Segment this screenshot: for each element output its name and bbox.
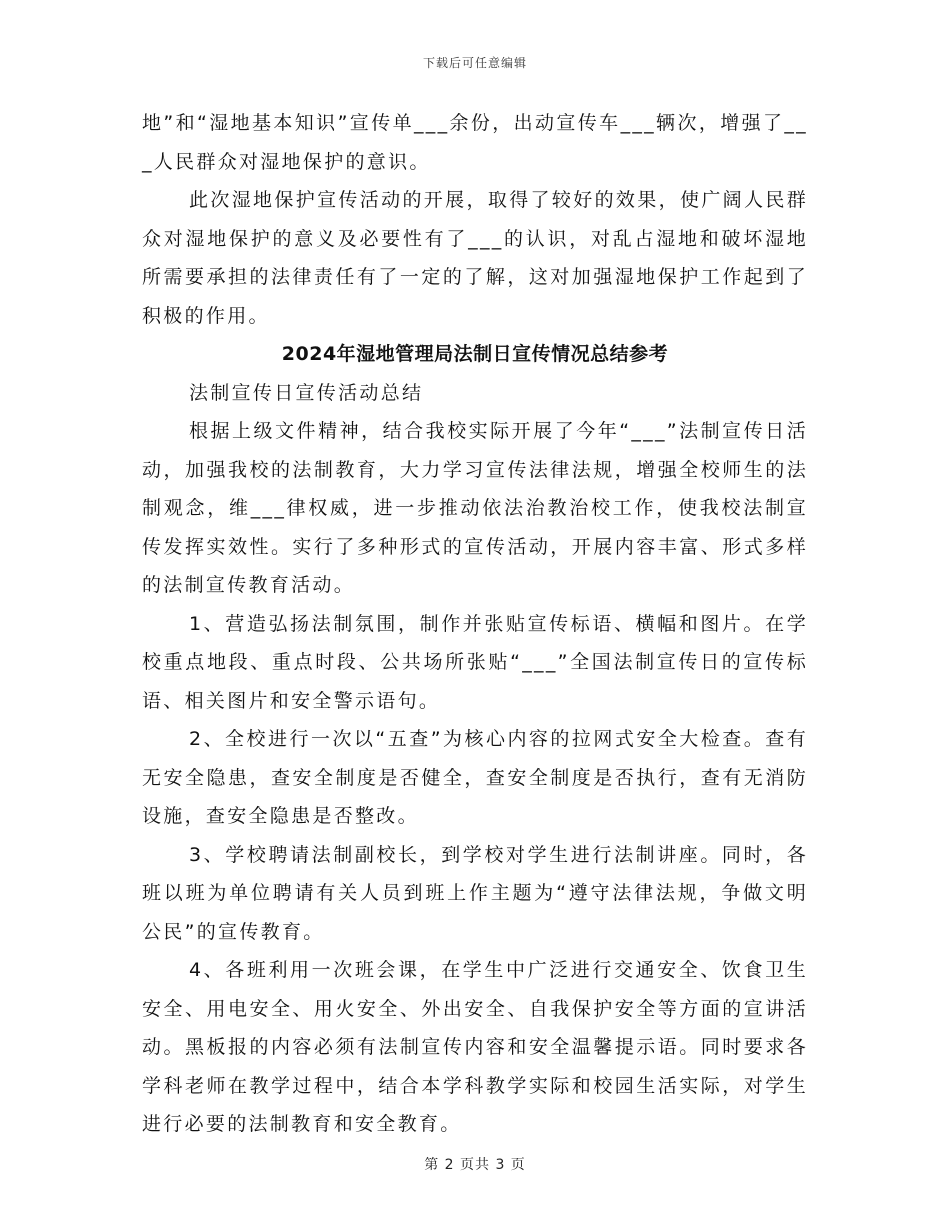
paragraph-effect: 此次湿地保护宣传活动的开展，取得了较好的效果，使广阔人民群众对湿地保护的意义及必要性有了___的认识，对乱占湿地和破坏湿地所需要承担的法律责任有了一定的了解，这对加强湿地保护工作起到了积极的作用。 <box>142 189 808 327</box>
paragraph-item-1: 1、营造弘扬法制氛围，制作并张贴宣传标语、横幅和图片。在学校重点地段、重点时段、公共场所张贴“___”全国法制宣传日的宣传标语、相关图片和安全警示语句。 <box>142 612 808 712</box>
section-heading: 2024年湿地管理局法制日宣传情况总结参考 <box>281 343 669 365</box>
paragraph-continued: 地”和“湿地基本知识”宣传单___余份，出动宣传车___辆次，增强了___人民群众对湿地保护的意识。 <box>142 112 808 173</box>
paragraph-item-4: 4、各班利用一次班会课，在学生中广泛进行交通安全、饮食卫生安全、用电安全、用火安全、外出安全、自我保护安全等方面的宣讲活动。黑板报的内容必须有法制宣传内容和安全温馨提示语。同时要求各学科老师在教学过程中，结合本学科教学实际和校园生活实际，对学生进行必要的法制教育和安全教育。 <box>142 959 808 1135</box>
document-body <box>142 104 808 1144</box>
paragraph-intro: 根据上级文件精神，结合我校实际开展了今年“___”法制宣传日活动，加强我校的法制教育，大力学习宣传法律法规，增强全校师生的法制观念，维___律权威，进一步推动依法治教治校工作，使我校法制宣传发挥实效性。实行了多种形式的宣传活动，开展内容丰富、形式多样的法制宣传教育活动。 <box>142 420 808 596</box>
page-footer: 第 2 页共 3 页 <box>424 1157 526 1173</box>
paragraph-item-2: 2、全校进行一次以“五查”为核心内容的拉网式安全大检查。查有无安全隐患，查安全制度是否健全，查安全制度是否执行，查有无消防设施，查安全隐患是否整改。 <box>142 728 808 827</box>
section-subheading: 法制宣传日宣传活动总结 <box>189 381 424 404</box>
download-note: 下载后可任意编辑 <box>422 56 527 70</box>
paragraph-item-3: 3、学校聘请法制副校长，到学校对学生进行法制讲座。同时，各班以班为单位聘请有关人员到班上作主题为“遵守法律法规，争做文明公民”的宣传教育。 <box>142 843 808 943</box>
